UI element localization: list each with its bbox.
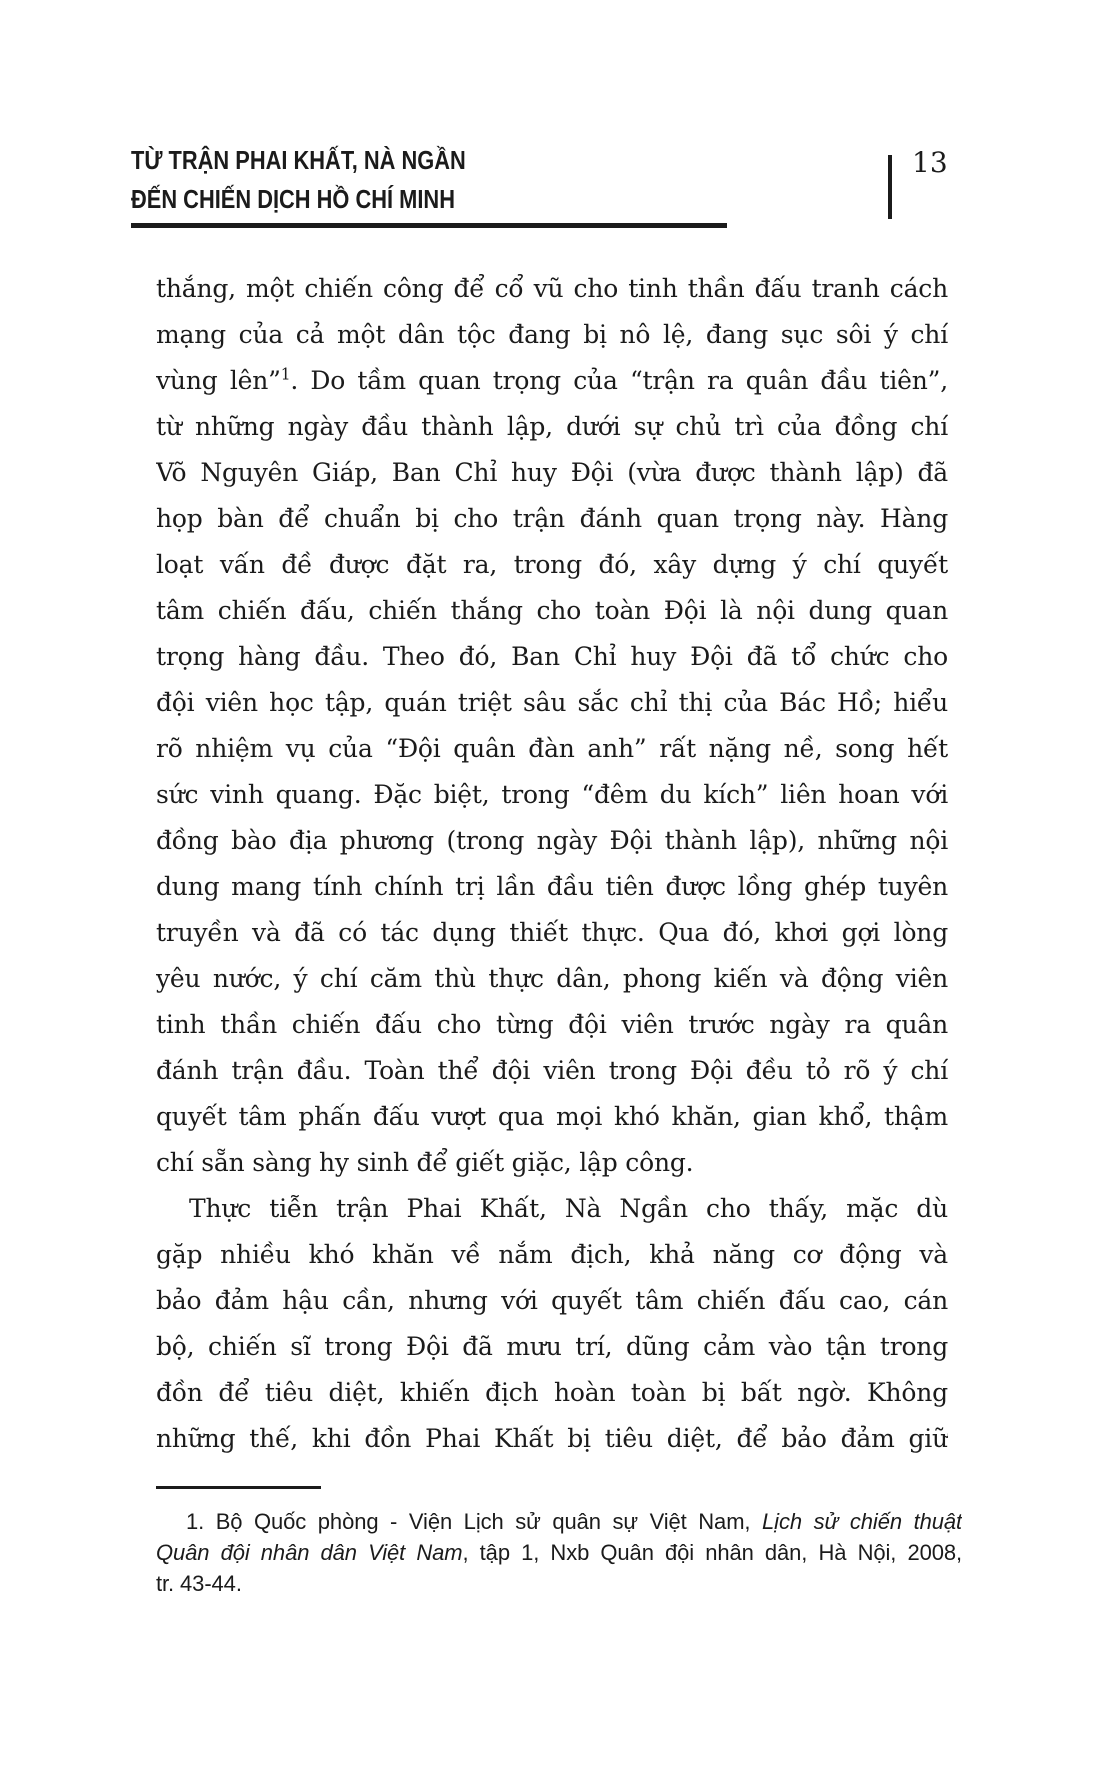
text-segment: chí sẵn sàng hy sinh để giết giặc, lập công. [156,1148,694,1177]
text-segment: dung mang tính chính trị lần đầu tiên được lồng ghép tuyên [156,872,948,901]
text-segment: đội viên học tập, quán triệt sâu sắc chỉ thị của Bác Hồ; hiểu [156,688,948,717]
text-segment: rõ nhiệm vụ của “Đội quân đàn anh” rất nặng nề, song hết [156,734,948,763]
text-line [156,1506,962,1537]
text-line [156,266,948,312]
text-line [156,358,948,404]
text-segment: . Do tầm quan trọng của “trận ra quân đầu tiên”, [290,366,948,395]
text-segment: thắng, một chiến công để cổ vũ cho tinh thần đấu tranh cách [156,274,948,303]
body-text [156,266,948,1462]
footnote [156,1506,962,1599]
text-line [156,1278,948,1324]
text-segment: họp bàn để chuẩn bị cho trận đánh quan trọng này. Hàng [156,504,948,533]
text-line [156,1416,948,1462]
text-line [156,1232,948,1278]
text-segment: Lịch sử chiến thuật [762,1509,962,1534]
text-segment: từ những ngày đầu thành lập, dưới sự chủ trì của đồng chí [156,412,948,441]
text-segment: 1. Bộ Quốc phòng - Viện Lịch sử quân sự Việt Nam, [186,1509,763,1534]
text-segment: vùng lên” [156,366,281,395]
text-line [156,772,948,818]
running-title-line-1: TỪ TRẬN PHAI KHẤT, NÀ NGẦN [131,145,466,175]
text-line [156,496,948,542]
text-segment: mạng của cả một dân tộc đang bị nô lệ, đang sục sôi ý chí [156,320,948,349]
text-line [156,1537,962,1568]
text-line [156,542,948,588]
text-line [156,864,948,910]
page-number-divider [888,155,892,219]
text-line [156,312,948,358]
text-segment: trọng hàng đầu. Theo đó, Ban Chỉ huy Đội đã tổ chức cho [156,642,948,671]
text-line [156,634,948,680]
text-segment: tr. 43-44. [156,1571,242,1596]
header-rule [131,223,727,228]
text-line [156,404,948,450]
text-segment: tinh thần chiến đấu cho từng đội viên trước ngày ra quân [156,1010,948,1039]
text-segment: loạt vấn đề được đặt ra, trong đó, xây dựng ý chí quyết [156,550,948,579]
text-segment: đồng bào địa phương (trong ngày Đội thành lập), những nội [156,826,948,855]
text-segment: truyền và đã có tác dụng thiết thực. Qua đó, khơi gợi lòng [156,918,948,947]
text-line [156,1370,948,1416]
text-line [156,956,948,1002]
text-line [156,1324,948,1370]
text-line [156,910,948,956]
text-line [156,680,948,726]
text-segment: Võ Nguyên Giáp, Ban Chỉ huy Đội (vừa được thành lập) đã [156,458,948,487]
text-segment: sức vinh quang. Đặc biệt, trong “đêm du kích” liên hoan với [156,780,948,809]
text-segment: những thế, khi đồn Phai Khất bị tiêu diệt, để bảo đảm giữ [156,1424,948,1453]
footnote-reference: 1 [280,365,291,384]
running-title-line-2: ĐẾN CHIẾN DỊCH HỒ CHÍ MINH [131,184,455,214]
text-line [156,1002,948,1048]
text-line [156,450,948,496]
text-segment: , tập 1, Nxb Quân đội nhân dân, Hà Nội, 2008, [462,1540,962,1565]
text-line [156,1094,948,1140]
text-segment: yêu nước, ý chí căm thù thực dân, phong kiến và động viên [156,964,948,993]
text-segment: gặp nhiều khó khăn về nắm địch, khả năng cơ động và [156,1240,948,1269]
text-line [156,1186,948,1232]
footnote-separator [156,1486,321,1489]
text-line [156,1140,948,1186]
text-segment: đánh trận đầu. Toàn thể đội viên trong Đội đều tỏ rõ ý chí [156,1056,948,1085]
text-segment: Thực tiễn trận Phai Khất, Nà Ngần cho thấy, mặc dù [189,1194,948,1223]
text-segment: bộ, chiến sĩ trong Đội đã mưu trí, dũng cảm vào tận trong [156,1332,948,1361]
page-number: 13 [912,146,948,179]
text-line [156,588,948,634]
text-line [156,726,948,772]
running-header [131,141,466,219]
text-segment: Quân đội nhân dân Việt Nam [156,1540,463,1565]
text-segment: bảo đảm hậu cần, nhưng với quyết tâm chiến đấu cao, cán [156,1286,948,1315]
text-line [156,1568,962,1599]
text-segment: quyết tâm phấn đấu vượt qua mọi khó khăn, gian khổ, thậm [156,1102,948,1131]
text-segment: tâm chiến đấu, chiến thắng cho toàn Đội là nội dung quan [156,596,948,625]
text-segment: đồn để tiêu diệt, khiến địch hoàn toàn bị bất ngờ. Không [156,1378,948,1407]
text-line [156,818,948,864]
text-line [156,1048,948,1094]
